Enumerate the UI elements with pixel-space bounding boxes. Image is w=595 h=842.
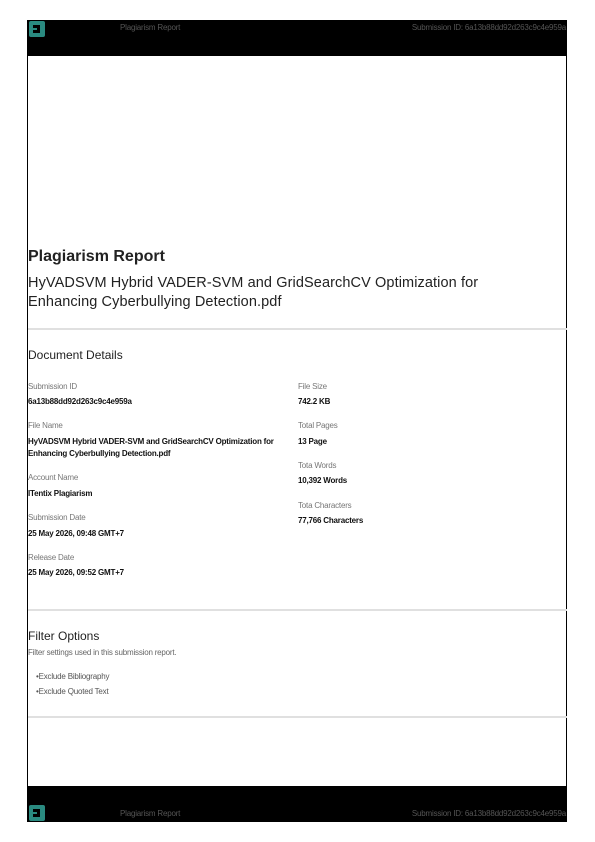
divider	[28, 716, 567, 718]
filter-item: •Exclude Quoted Text	[36, 687, 109, 696]
header-bar	[27, 20, 567, 56]
footer-submission-id: Submission ID: 6a13b88dd92d263c9c4e959a	[411, 809, 566, 818]
total-words-label: Tota Words	[298, 461, 337, 470]
filter-options-description: Filter settings used in this submission report.	[28, 648, 177, 657]
file-size-value: 742.2 KB	[298, 397, 331, 406]
submission-date-value: 25 May 2026, 09:48 GMT+7	[28, 529, 124, 538]
total-pages-value: 13 Page	[298, 437, 327, 446]
file-size-label: File Size	[298, 382, 327, 391]
total-characters-label: Tota Characters	[298, 501, 352, 510]
logo-icon	[29, 21, 45, 37]
filter-item-label: Exclude Bibliography	[38, 672, 110, 681]
header-title: Plagiarism Report	[120, 23, 181, 32]
total-words-value: 10,392 Words	[298, 476, 348, 485]
footer-title: Plagiarism Report	[120, 809, 181, 818]
report-title: Plagiarism Report	[28, 248, 165, 265]
page-frame	[27, 20, 567, 820]
document-name: HyVADSVM Hybrid VADER-SVM and GridSearchCV Optimization for Enhancing Cyberbullying Detection.pdf	[28, 275, 479, 310]
logo-icon	[29, 805, 45, 821]
submission-date-label: Submission Date	[28, 513, 86, 522]
submission-id-label: Submission ID	[28, 382, 77, 391]
account-name-label: Account Name	[28, 473, 79, 482]
footer-bar	[27, 786, 567, 822]
file-name-value: HyVADSVM Hybrid VADER-SVM and GridSearchCV Optimization for Enhancing Cyberbullying Detection.pdf	[28, 437, 274, 458]
file-name-label: File Name	[28, 421, 63, 430]
divider	[28, 328, 567, 330]
filter-item: •Exclude Bibliography	[36, 672, 110, 681]
filter-item-label: Exclude Quoted Text	[38, 687, 109, 696]
total-pages-label: Total Pages	[298, 421, 338, 430]
submission-id-value: 6a13b88dd92d263c9c4e959a	[28, 397, 132, 406]
account-name-value: ITentix Plagiarism	[28, 489, 93, 498]
document-details-heading: Document Details	[28, 348, 123, 362]
release-date-value: 25 May 2026, 09:52 GMT+7	[28, 568, 124, 577]
header-submission-id: Submission ID: 6a13b88dd92d263c9c4e959a	[411, 23, 566, 32]
total-characters-value: 77,766 Characters	[298, 516, 364, 525]
release-date-label: Release Date	[28, 553, 75, 562]
filter-options-heading: Filter Options	[28, 629, 100, 643]
divider	[28, 609, 567, 611]
